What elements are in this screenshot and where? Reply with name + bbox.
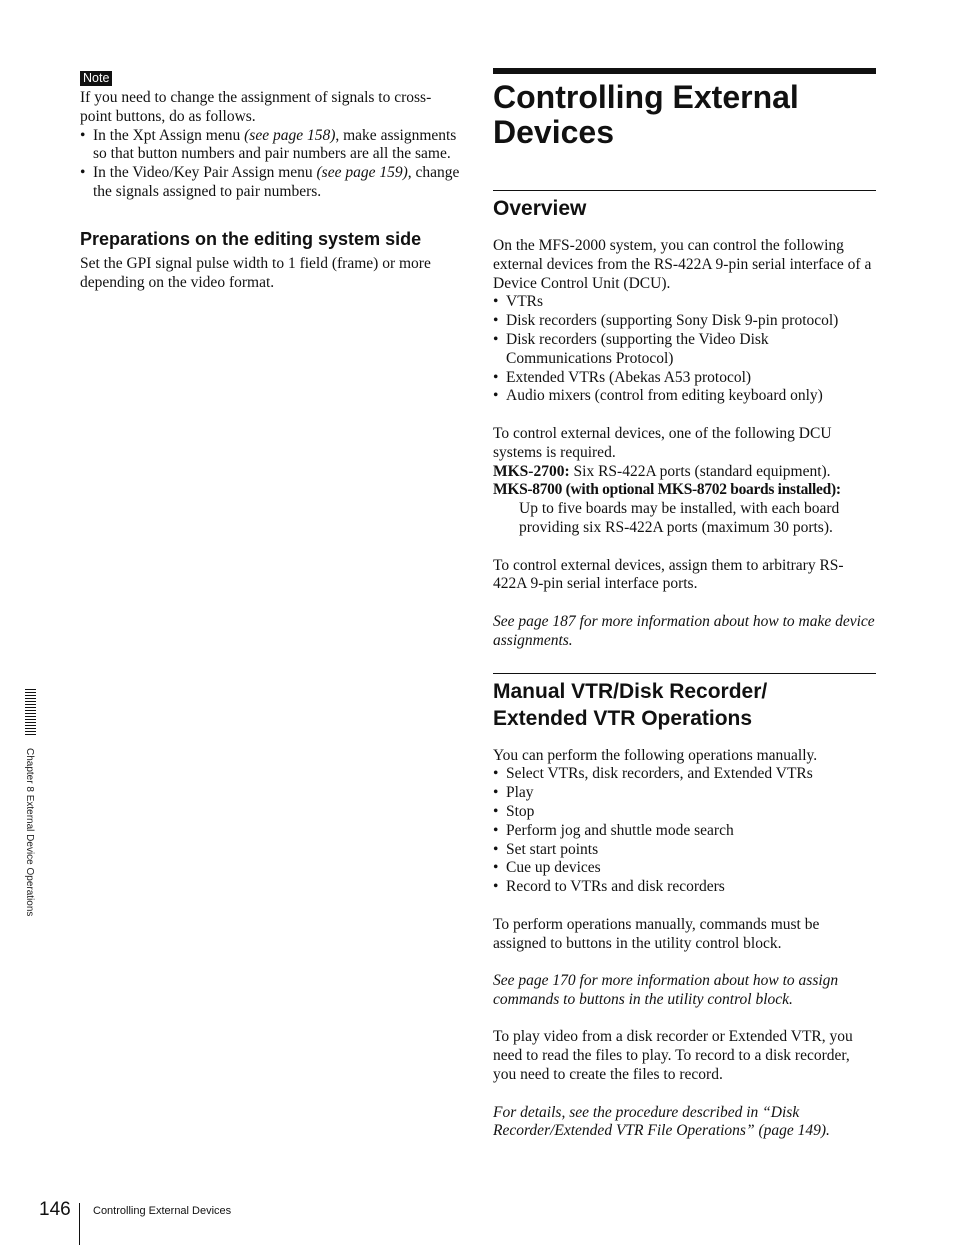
perform-text: To perform operations manually, commands must be assigned to buttons in the utility control block. — [493, 915, 820, 952]
list-item: • VTRs — [493, 293, 876, 312]
note-text: If you need to change the assignment of signals to cross-point buttons, do as follows. — [80, 89, 432, 125]
mks-8700-label: MKS-8700 (with optional MKS-8702 boards installed): — [493, 481, 841, 499]
dcu-intro: To control external devices, one of the following DCU systems is required. — [493, 424, 832, 461]
file-operations-reference: For details, see the procedure described in “Disk Recorder/Extended VTR File Operations” (page 149). — [493, 1103, 830, 1140]
chapter-side-label: Chapter 8 External Device Operations — [24, 748, 35, 917]
left-column — [80, 69, 460, 292]
list-item: • In the Xpt Assign menu (see page 158), make assignments so that button numbers and pair numbers are all the same. — [80, 127, 460, 165]
chapter-tab-marker — [25, 689, 36, 735]
list-item: • Extended VTRs (Abekas A53 protocol) — [493, 369, 876, 388]
list-item: • In the Video/Key Pair Assign menu (see page 159), change the signals assigned to pair numbers. — [80, 164, 460, 202]
list-item: • Set start points — [493, 841, 876, 860]
mks-8700-text: Up to five boards may be installed, with each board providing six RS-422A ports (maximum 30 ports). — [519, 500, 840, 536]
list-item: • Play — [493, 784, 876, 803]
section-heading-manual-operations: Manual VTR/Disk Recorder/ Extended VTR Operations — [493, 673, 876, 732]
list-item: • Perform jog and shuttle mode search — [493, 822, 876, 841]
mks-2700-entry: MKS-2700: Six RS-422A ports (standard equipment). — [493, 462, 831, 480]
preparations-text: Set the GPI signal pulse width to 1 field (frame) or more depending on the video format. — [80, 254, 431, 291]
page-number: 146 — [39, 1199, 71, 1220]
section-heading-preparations: Preparations on the editing system side — [80, 228, 422, 249]
note-bullet-list — [80, 127, 460, 202]
mks-2700-label: MKS-2700: — [493, 462, 570, 480]
chapter-title: Controlling External Devices — [493, 68, 876, 150]
play-text: To play video from a disk recorder or Extended VTR, you need to read the files to play. To record to a disk recorder, you need to create the files to record. — [493, 1028, 853, 1084]
list-item: • Disk recorders (supporting the Video Disk Communications Protocol) — [493, 331, 876, 369]
section-heading-overview: Overview — [493, 190, 876, 222]
list-item: • Audio mixers (control from editing keyboard only) — [493, 387, 876, 406]
page-reference: (see page 158) — [244, 126, 336, 144]
assign-text: To control external devices, assign them to arbitrary RS-422A 9-pin serial interface ports. — [493, 556, 844, 593]
note-badge: Note — [80, 71, 112, 86]
footer-title: Controlling External Devices — [93, 1205, 232, 1217]
device-assignment-reference: See page 187 for more information about how to make device assignments. — [493, 612, 875, 649]
manual-intro: You can perform the following operations manually. — [493, 746, 818, 764]
list-item: • Disk recorders (supporting Sony Disk 9-pin protocol) — [493, 312, 876, 331]
overview-intro: On the MFS-2000 system, you can control the following external devices from the RS-422A 9-pin serial interface of a Device Control Unit (DCU). — [493, 237, 872, 292]
utility-block-reference: See page 170 for more information about how to assign commands to buttons in the utility control block. — [493, 972, 839, 1008]
operations-list — [493, 765, 876, 897]
device-list — [493, 293, 876, 406]
list-item: • Select VTRs, disk recorders, and Extended VTRs — [493, 765, 876, 784]
list-item: • Stop — [493, 803, 876, 822]
page-reference: (see page 159) — [316, 164, 408, 182]
list-item: • Cue up devices — [493, 859, 876, 878]
footer-divider — [79, 1203, 80, 1245]
right-column — [493, 68, 876, 1141]
list-item: • Record to VTRs and disk recorders — [493, 878, 876, 897]
